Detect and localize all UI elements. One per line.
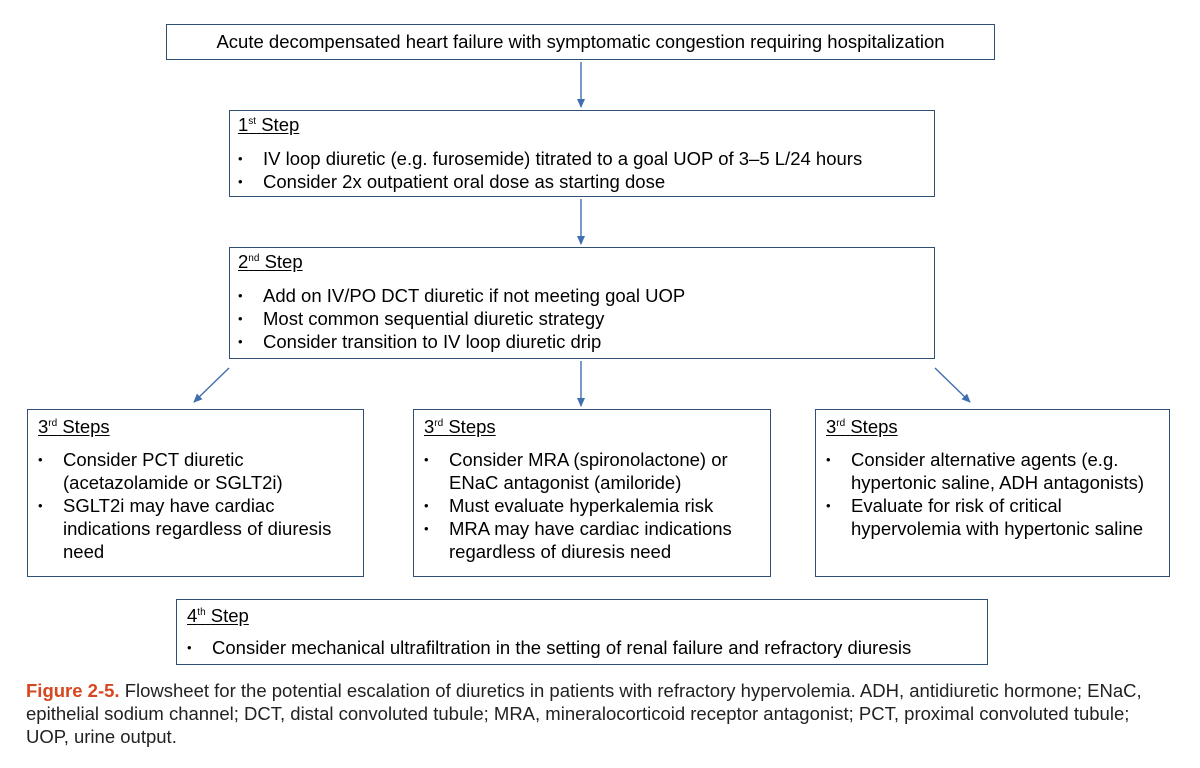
step1-item: • Consider 2x outpatient oral dose as starting dose [238, 170, 928, 193]
step2-box [229, 247, 935, 359]
step2-heading: 2nd Step [238, 251, 303, 272]
arrow-step2-to-step3-right [935, 368, 970, 402]
figure-caption [26, 679, 1176, 748]
step3-box-right [815, 409, 1170, 577]
step3-center-heading: 3rd Steps [424, 416, 496, 437]
step3-center-item: • MRA may have cardiac indications regardless of diuresis need [424, 517, 762, 563]
step3-left-item: • Consider PCT diuretic (acetazolamide or SGLT2i) [38, 448, 355, 494]
step3-box-center [413, 409, 771, 577]
step3-center-list [424, 448, 762, 563]
arrow-step2-to-step3-left [194, 368, 229, 402]
step4-box [176, 599, 988, 665]
step3-right-item: • Evaluate for risk of critical hypervolemia with hypertonic saline [826, 494, 1161, 540]
step2-item: • Consider transition to IV loop diuretic drip [238, 330, 928, 353]
step2-list [238, 284, 928, 353]
step3-left-item: • SGLT2i may have cardiac indications regardless of diuresis need [38, 494, 355, 563]
step3-right-item: • Consider alternative agents (e.g. hypertonic saline, ADH antagonists) [826, 448, 1161, 494]
step1-heading: 1st Step [238, 114, 300, 135]
step3-left-heading: 3rd Steps [38, 416, 110, 437]
step1-item: • IV loop diuretic (e.g. furosemide) titrated to a goal UOP of 3–5 L/24 hours [238, 147, 928, 170]
step4-list [187, 636, 979, 659]
step2-item: • Most common sequential diuretic strategy [238, 307, 928, 330]
step3-box-left [27, 409, 364, 577]
step3-center-item: • Consider MRA (spironolactone) or ENaC antagonist (amiloride) [424, 448, 762, 494]
figure-label: Figure 2-5. [26, 680, 120, 701]
step3-left-list [38, 448, 355, 563]
step4-heading: 4th Step [187, 605, 249, 626]
step3-center-item: • Must evaluate hyperkalemia risk [424, 494, 762, 517]
top-box-admission [166, 24, 995, 60]
top-box-text: Acute decompensated heart failure with symptomatic congestion requiring hospitalization [216, 31, 945, 52]
step2-item: • Add on IV/PO DCT diuretic if not meeting goal UOP [238, 284, 928, 307]
step4-item: • Consider mechanical ultrafiltration in the setting of renal failure and refractory diuresis [187, 636, 979, 659]
step1-list [238, 147, 928, 193]
figure-caption-text: Flowsheet for the potential escalation of diuretics in patients with refractory hypervolemia. ADH, antidiuretic hormone; ENaC, epithelial sodium channel; DCT, distal convoluted tubule; MRA, mineralocorticoid receptor antagonist; PCT, proximal convoluted tubule; UOP, urine output. [26, 680, 1142, 747]
step3-right-list [826, 448, 1161, 540]
step3-right-heading: 3rd Steps [826, 416, 898, 437]
step1-box [229, 110, 935, 197]
